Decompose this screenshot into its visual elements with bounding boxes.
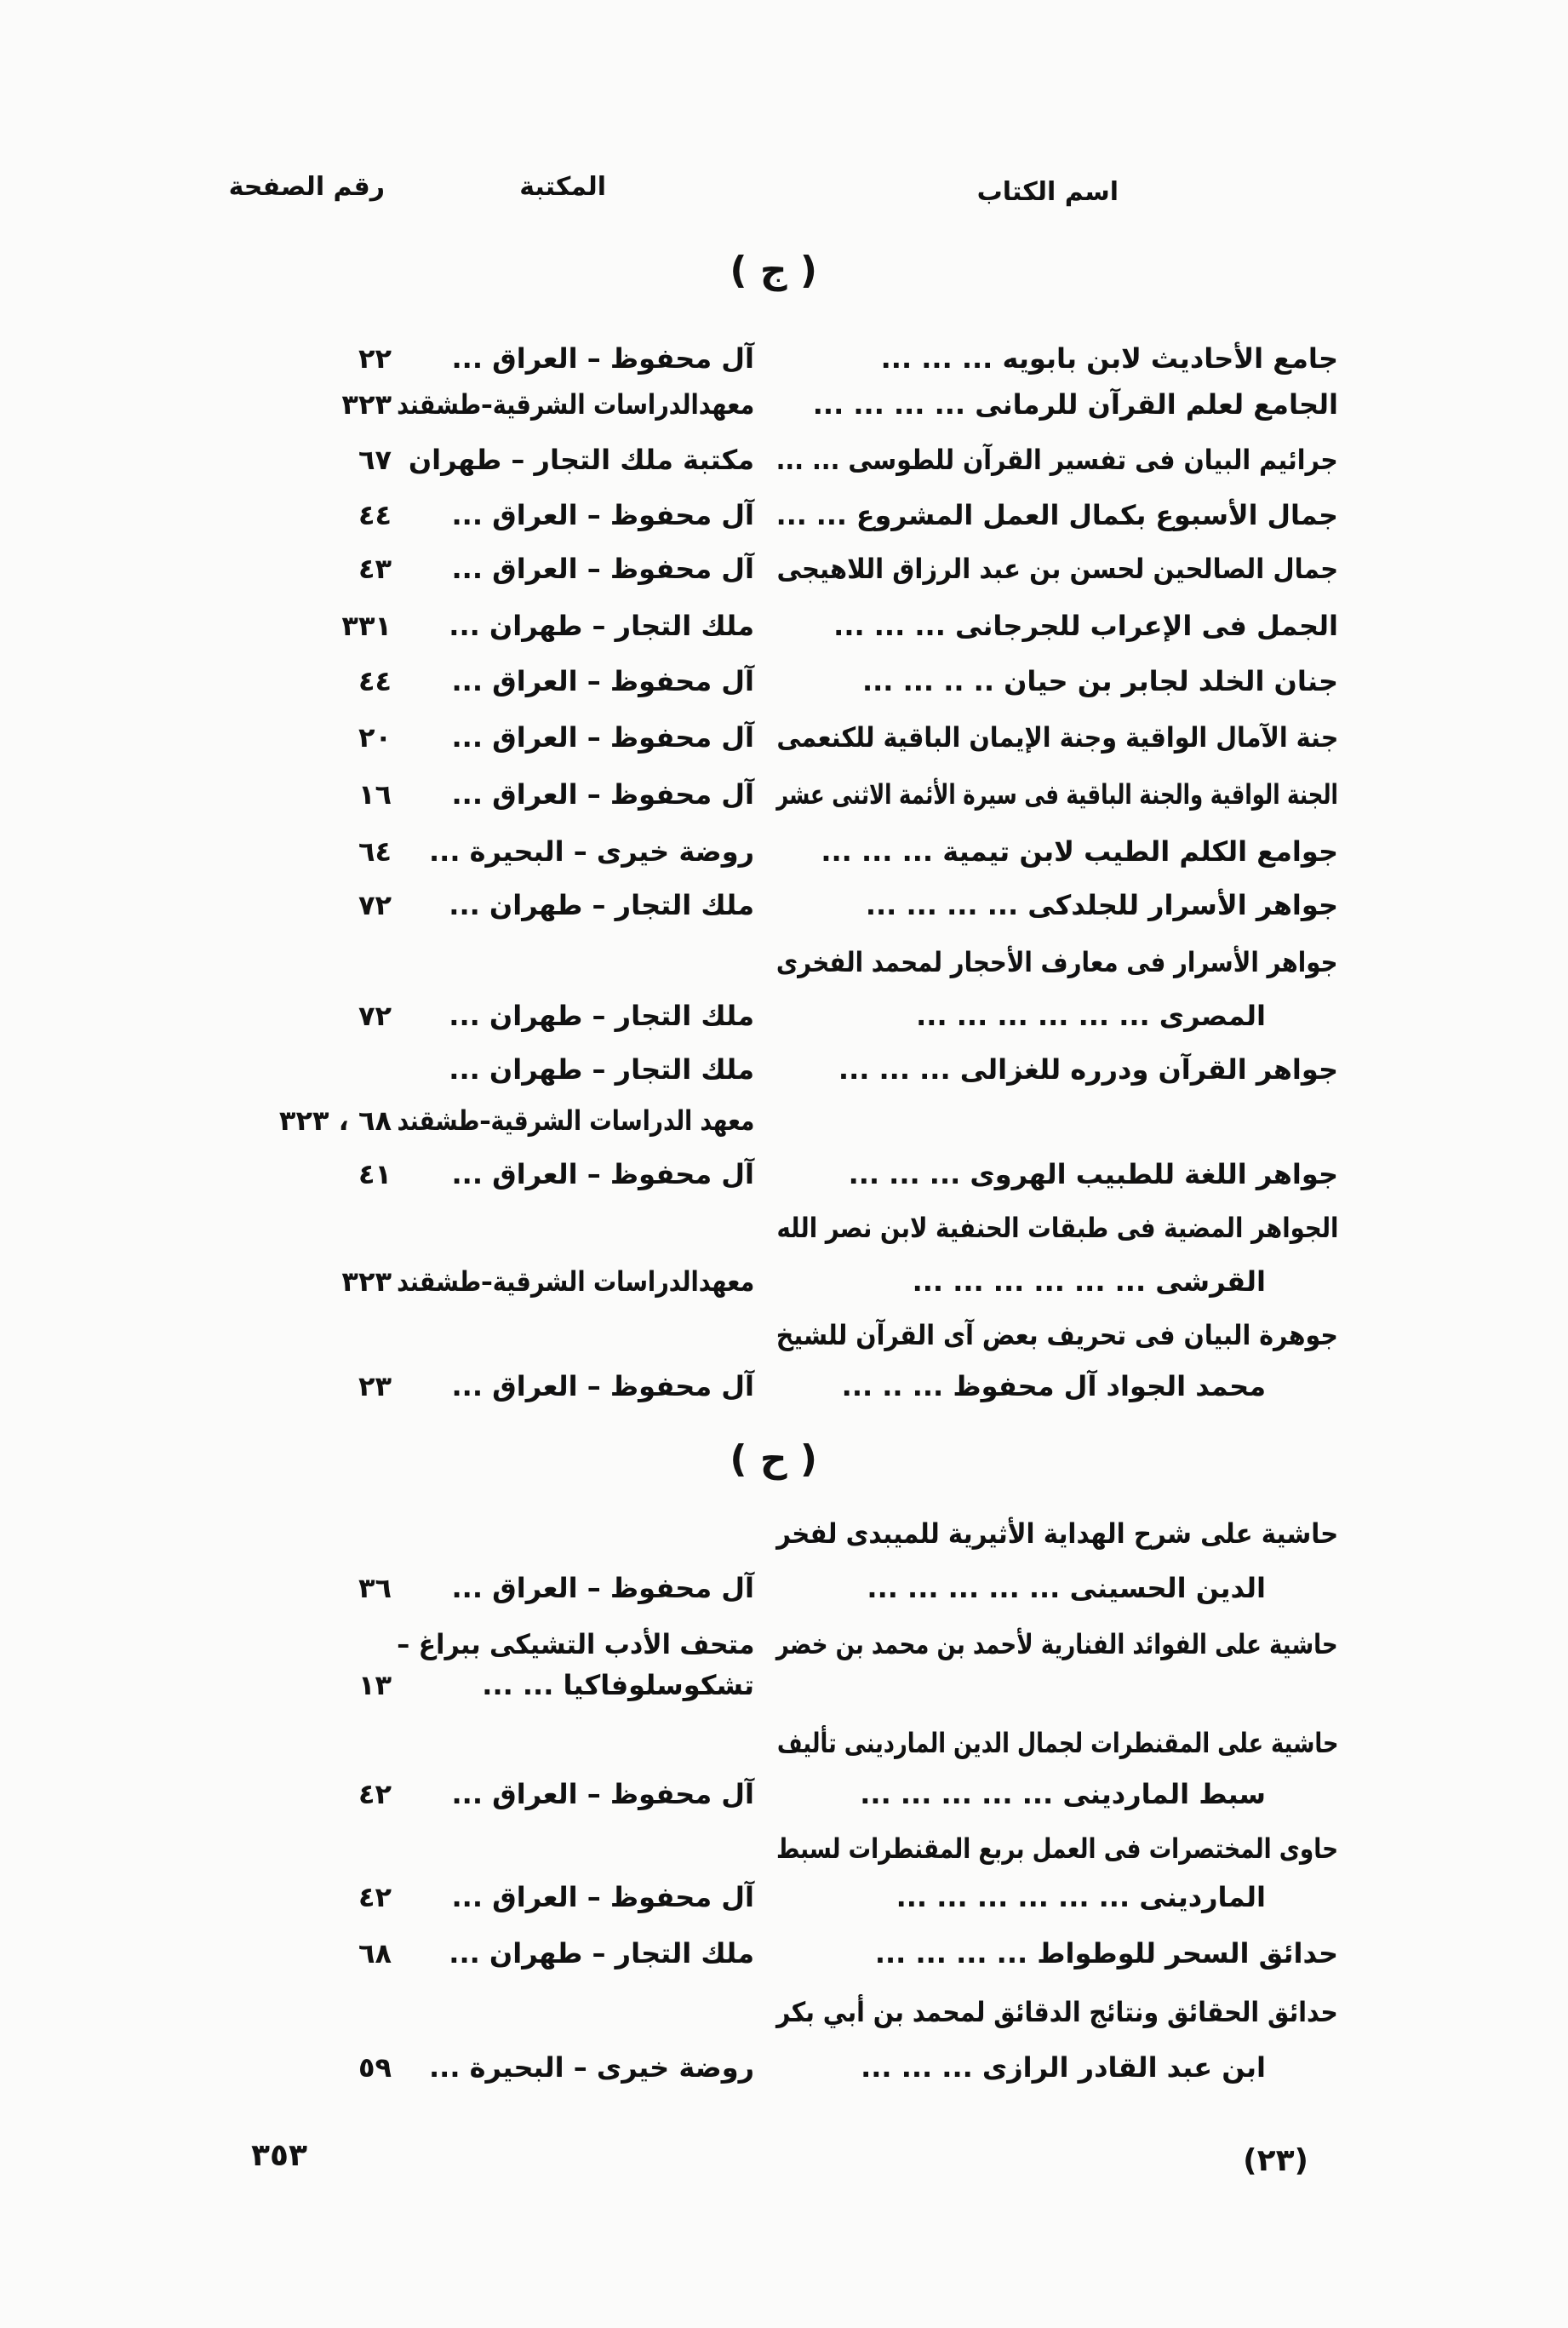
library-name: تشكوسلوفاكيا ... ... (482, 1669, 754, 1701)
book-title: الدين الحسينى ... ... ... ... ... (867, 1572, 1266, 1604)
page-ref: ٣٣١ (341, 610, 392, 642)
book-title: حاشية على الفوائد الفنارية لأحمد بن محمد بن خضر (776, 1628, 1338, 1660)
page-ref: ٦٤ (358, 835, 392, 868)
library-name: ملك التجار – طهران ... (449, 1937, 754, 1970)
book-title: جوهرة البيان فى تحريف بعض آى القرآن للشيخ (775, 1319, 1338, 1351)
library-name: ملك التجار – طهران ... (449, 1053, 754, 1086)
book-title: جواهر اللغة للطبيب الهروى ... ... ... (848, 1158, 1338, 1190)
section-page-number: (٢٣) (1243, 2143, 1308, 2178)
library-name: آل محفوظ – العراق ... (451, 553, 754, 585)
book-title: الجمل فى الإعراب للجرجانى ... ... ... (833, 610, 1338, 642)
library-name: ملك التجار – طهران ... (449, 1000, 754, 1032)
library-name: مكتبة ملك التجار – طهران (408, 444, 754, 476)
book-title: ابن عبد القادر الرازى ... ... ... (861, 2051, 1266, 2084)
page-ref: ٥٩ (358, 2051, 392, 2084)
library-name: آل محفوظ – العراق ... (451, 1370, 754, 1402)
book-title: جواهر القرآن ودرره للغزالى ... ... ... (838, 1053, 1338, 1086)
page-ref: ٢٢ (358, 342, 392, 375)
book-title: حدائق السحر للوطواط ... ... ... ... (874, 1937, 1338, 1970)
column-header-book-name: اسم الكتاب (976, 177, 1119, 207)
library-name: آل محفوظ – العراق ... (451, 665, 754, 697)
book-title: جواهر الأسرار فى معارف الأحجار لمحمد الفخرى (776, 946, 1338, 978)
library-name: روضة خيرى – البحيرة ... (429, 835, 754, 868)
page-ref: ٢٣ (358, 1370, 392, 1402)
page-ref: ٤٣ (358, 553, 392, 585)
library-name: متحف الأدب التشيكى ببراغ – (396, 1628, 754, 1660)
page-ref: ٦٨ ، ٣٢٣ (278, 1104, 392, 1137)
page-ref: ٣٦ (358, 1572, 392, 1604)
page-ref: ٢٠ (358, 721, 392, 754)
library-name: معهد الدراسات الشرقية–طشقند (397, 1104, 754, 1137)
library-name: معهدالدراسات الشرقية–طشقند (396, 388, 754, 421)
book-title: جنان الخلد لجابر بن حيان .. .. ... ... (861, 665, 1338, 697)
page-number: ٣٥٣ (251, 2138, 307, 2173)
book-title: جمال الصالحين لحسن بن عبد الرزاق اللاهيجى (776, 553, 1338, 585)
library-name: آل محفوظ – العراق ... (451, 721, 754, 754)
library-name: روضة خيرى – البحيرة ... (429, 2051, 754, 2084)
library-name: آل محفوظ – العراق ... (451, 342, 754, 375)
library-name: معهدالدراسات الشرقية–طشقند (396, 1265, 754, 1298)
book-title: جوامع الكلم الطيب لابن تيمية ... ... ... (821, 835, 1338, 868)
column-header-library: المكتبة (519, 172, 606, 202)
book-title: جواهر الأسرار للجلدكى ... ... ... ... (865, 889, 1338, 921)
section-letter-heading: ( ج ) (730, 249, 817, 292)
book-title: الجواهر المضية فى طبقات الحنفية لابن نصر الله (775, 1212, 1338, 1244)
page-ref: ٦٧ (358, 444, 392, 476)
section-letter-heading: ( ح ) (730, 1437, 817, 1481)
book-title: الجامع لعلم القرآن للرمانى ... ... ... ... (812, 388, 1338, 421)
page-ref: ٣٢٣ (341, 1265, 392, 1298)
library-name: ملك التجار – طهران ... (449, 889, 754, 921)
library-name: آل محفوظ – العراق ... (451, 1778, 754, 1810)
page-ref: ٤٢ (358, 1778, 392, 1810)
library-name: آل محفوظ – العراق ... (451, 1572, 754, 1604)
book-title: حاوى المختصرات فى العمل بربع المقنطرات لسبط (775, 1832, 1338, 1865)
book-title: الجنة الواقية والجنة الباقية فى سيرة الأئمة الاثنى عشر (776, 778, 1338, 811)
page-ref: ٤٤ (358, 665, 392, 697)
book-title: حاشية على شرح الهداية الأثيرية للميبدى لفخر (775, 1517, 1338, 1550)
book-title: الماردينى ... ... ... ... ... ... (896, 1881, 1266, 1913)
page-ref: ٧٢ (358, 889, 392, 921)
book-title: جنة الآمال الواقية وجنة الإيمان الباقية للكنعمى (776, 721, 1338, 754)
page-ref: ٤٤ (358, 499, 392, 531)
page-ref: ٦٨ (358, 1937, 392, 1970)
library-name: آل محفوظ – العراق ... (451, 778, 754, 811)
book-title: حاشية على المقنطرات لجمال الدين الماردينى تأليف (776, 1727, 1338, 1759)
page-ref: ٤٢ (358, 1881, 392, 1913)
book-title: جمال الأسبوع بكمال العمل المشروع ... ... (775, 499, 1338, 531)
book-title: المصرى ... ... ... ... ... ... (916, 1000, 1266, 1032)
book-title: حدائق الحقائق ونتائج الدقائق لمحمد بن أبي بكر (776, 1996, 1338, 2028)
column-header-page-number: رقم الصفحة (228, 172, 385, 202)
library-name: آل محفوظ – العراق ... (451, 1158, 754, 1190)
library-name: آل محفوظ – العراق ... (451, 1881, 754, 1913)
page-ref: ٧٢ (358, 1000, 392, 1032)
book-title: جرائيم البيان فى تفسير القرآن للطوسى ... ... (775, 444, 1338, 476)
book-title: محمد الجواد آل محفوظ ... .. ... (841, 1370, 1266, 1402)
page-ref: ٤١ (358, 1158, 392, 1190)
page-ref: ١٣ (358, 1669, 392, 1701)
page-ref: ١٦ (358, 778, 392, 811)
book-title: سبط الماردينى ... ... ... ... ... (860, 1778, 1266, 1810)
library-name: آل محفوظ – العراق ... (451, 499, 754, 531)
book-title: القرشى ... ... ... ... ... ... (912, 1265, 1266, 1298)
library-name: ملك التجار – طهران ... (449, 610, 754, 642)
page-ref: ٣٢٣ (341, 388, 392, 421)
book-title: جامع الأحاديث لابن بابويه ... ... ... (880, 342, 1338, 375)
